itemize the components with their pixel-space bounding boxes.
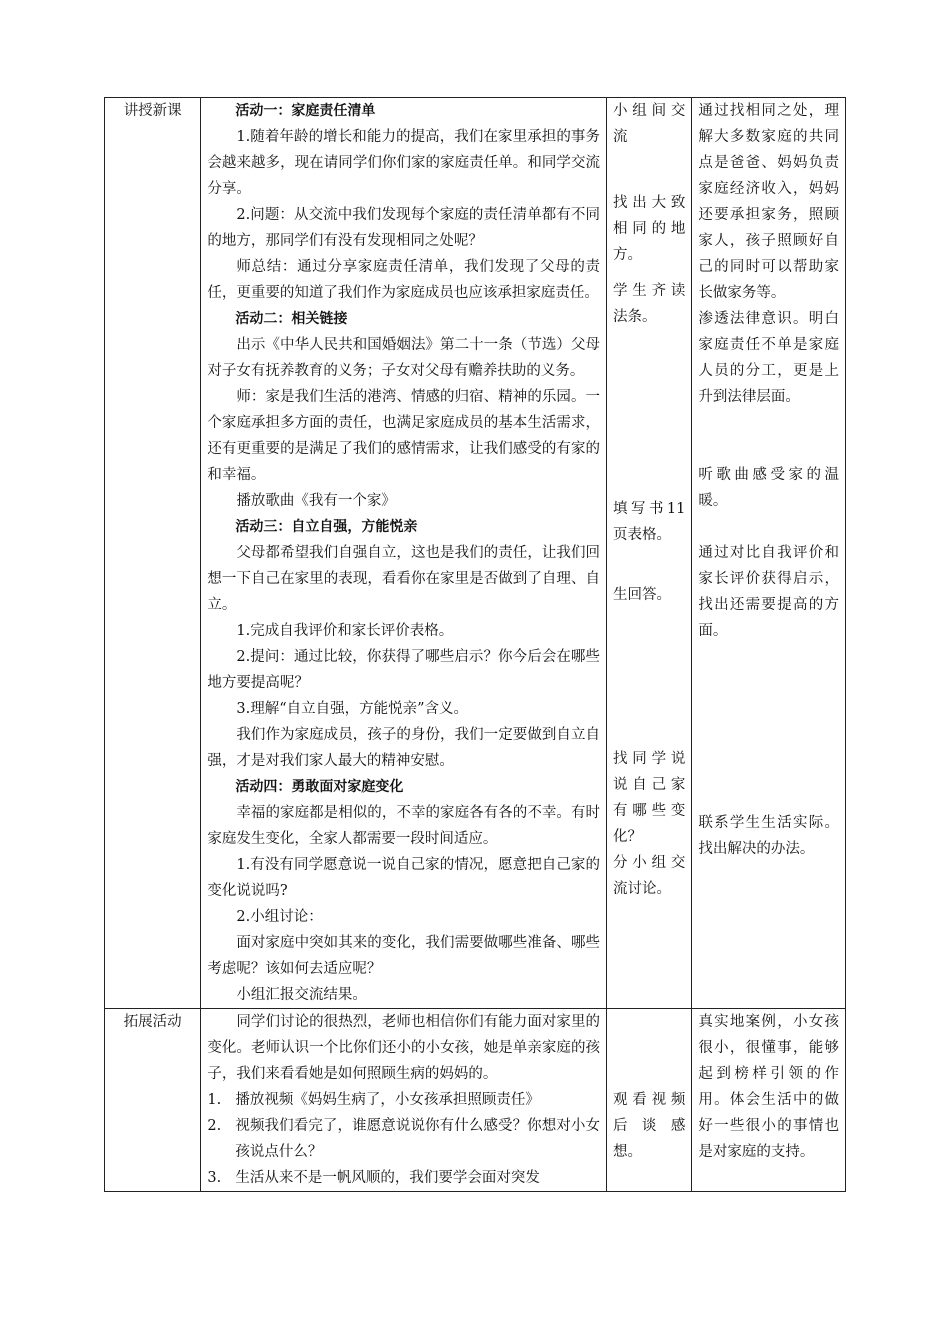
- content-paragraph: 2.提问：通过比较，你获得了哪些启示？你今后会在哪些地方要提高呢？: [207, 649, 601, 691]
- activity-heading: 活动三：自立自强，方能悦亲: [235, 519, 418, 535]
- item-number: 3.: [207, 1170, 222, 1186]
- student-activity-text: 找同学说说自己家有哪些变化？: [613, 751, 686, 845]
- design-intent-text: 联系学生生活实际。找出解决的办法。: [698, 815, 839, 857]
- content-paragraph: 面对家庭中突如其来的变化，我们需要做哪些准备、哪些考虑呢？该如何去适应呢？: [207, 935, 601, 977]
- design-intent-text: 听歌曲感受家的温暖。: [698, 467, 839, 509]
- item-number: 1.: [207, 1092, 222, 1108]
- activity-heading: 活动一：家庭责任清单: [235, 103, 376, 119]
- activity-heading: 活动二：相关链接: [235, 311, 348, 327]
- item-text: 视频我们看完了，谁愿意说说你有什么感受？你想对小女孩说点什么？: [235, 1118, 601, 1160]
- student-activity-text: 小组间交流: [613, 103, 686, 145]
- table-row: [105, 1009, 846, 1192]
- content-paragraph: 我们作为家庭成员，孩子的身份，我们一定要做到自立自强，才是对我们家人最大的精神安慰。: [207, 727, 601, 769]
- student-activity-text: 填写书11页表格。: [613, 501, 686, 543]
- student-activity-text: 找出大致相同的地方。: [613, 195, 686, 263]
- teaching-content-cell: [201, 1009, 607, 1192]
- student-activity-text: 生回答。: [613, 587, 672, 603]
- content-paragraph: 同学们讨论的很热烈，老师也相信你们有能力面对家里的变化。老师认识一个比你们还小的小女孩，她是单亲家庭的孩子，我们来看看她是如何照顾生病的妈妈的。: [207, 1014, 601, 1082]
- student-activity-text: 观看视频后谈感想。: [613, 1092, 686, 1160]
- item-number: 2.: [207, 1118, 222, 1134]
- content-paragraph: 2.问题：从交流中我们发现每个家庭的责任清单都有不同的地方，那同学们有没有发现相同之处呢？: [207, 207, 601, 249]
- content-paragraph: 父母都希望我们自强自立，这也是我们的责任，让我们回想一下自己在家里的表现，看看你在家里是否做到了自理、自立。: [207, 545, 601, 613]
- design-intent-text: 渗透法律意识。明白家庭责任不单是家庭人员的分工，更是上升到法律层面。: [698, 311, 839, 405]
- student-activity-cell: [607, 1009, 692, 1192]
- content-paragraph: 播放歌曲《我有一个家》: [236, 493, 396, 509]
- content-paragraph: 小组汇报交流结果。: [236, 987, 367, 1003]
- section-label: 拓展活动: [123, 1014, 182, 1030]
- lesson-plan-table: [104, 97, 846, 1192]
- numbered-item: [207, 1087, 600, 1113]
- content-paragraph: 3.理解“自立自强，方能悦亲”含义。: [236, 701, 469, 717]
- content-paragraph: 幸福的家庭都是相似的，不幸的家庭各有各的不幸。有时家庭发生变化，全家人都需要一段时间适应。: [207, 805, 601, 847]
- content-paragraph: 1.随着年龄的增长和能力的提高，我们在家里承担的事务会越来越多，现在请同学们你们家的家庭责任单。和同学交流分享。: [207, 129, 601, 197]
- teaching-content-cell: [201, 98, 607, 1009]
- design-intent-cell: [692, 1009, 846, 1192]
- numbered-item: [207, 1113, 600, 1165]
- content-paragraph: 2.小组讨论：: [236, 909, 323, 925]
- section-label-cell: [105, 1009, 201, 1192]
- item-text: 生活从来不是一帆风顺的，我们要学会面对突发: [235, 1170, 540, 1186]
- content-paragraph: 1.完成自我评价和家长评价表格。: [236, 623, 454, 639]
- design-intent-text: 通过找相同之处，理解大多数家庭的共同点是爸爸、妈妈负责家庭经济收入，妈妈还要承担家务，照顾家人，孩子照顾好自己的同时可以帮助家长做家务等。: [698, 103, 839, 301]
- content-paragraph: 出示《中华人民共和国婚姻法》第二十一条（节选）父母对子女有抚养教育的义务；子女对父母有赡养扶助的义务。: [207, 337, 601, 379]
- table-row: [105, 98, 846, 1009]
- section-label: 讲授新课: [123, 103, 182, 119]
- activity-heading: 活动四：勇敢面对家庭变化: [235, 779, 404, 795]
- student-activity-cell: [607, 98, 692, 1009]
- content-paragraph: 师：家是我们生活的港湾、情感的归宿、精神的乐园。一个家庭承担多方面的责任，也满足家庭成员的基本生活需求，还有更重要的是满足了我们的感情需求，让我们感受的有家的和幸福。: [207, 389, 601, 483]
- student-activity-text: 学生齐读法条。: [613, 283, 686, 325]
- content-paragraph: 1.有没有同学愿意说一说自己家的情况，愿意把自己家的变化说说吗?: [207, 857, 601, 899]
- design-intent-cell: [692, 98, 846, 1009]
- student-activity-text: 分小组交流讨论。: [613, 855, 686, 897]
- design-intent-text: 真实地案例，小女孩很小，很懂事，能够起到榜样引领的作用。体会生活中的做好一些很小的事情也是对家庭的支持。: [698, 1014, 839, 1160]
- design-intent-text: 通过对比自我评价和家长评价获得启示，找出还需要提高的方面。: [698, 545, 839, 639]
- content-paragraph: 师总结：通过分享家庭责任清单，我们发现了父母的责任，更重要的知道了我们作为家庭成员也应该承担家庭责任。: [207, 259, 601, 301]
- item-text: 播放视频《妈妈生病了，小女孩承担照顾责任》: [235, 1092, 540, 1108]
- section-label-cell: [105, 98, 201, 1009]
- numbered-item: [207, 1165, 600, 1191]
